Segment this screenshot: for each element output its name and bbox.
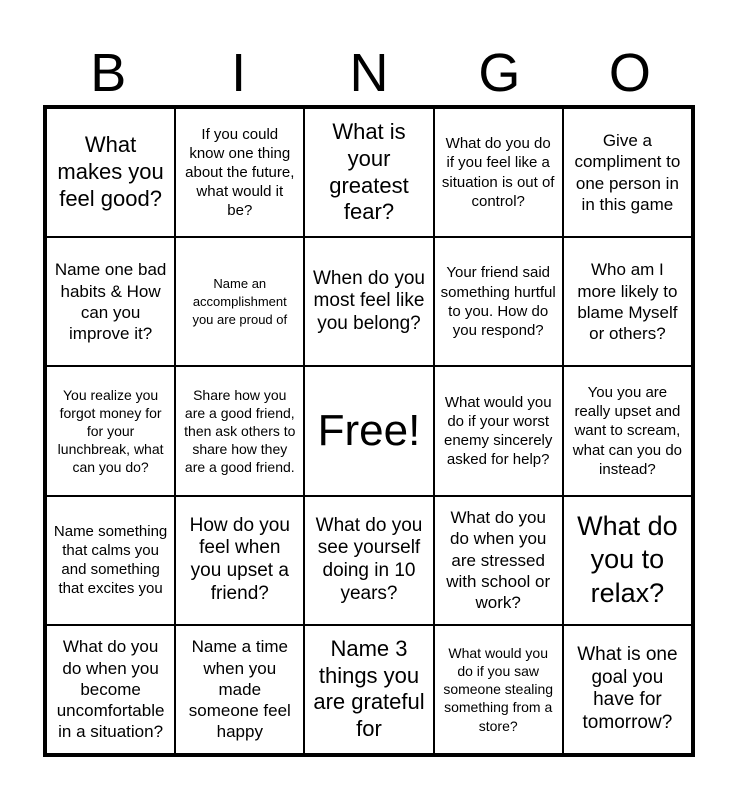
bingo-cell[interactable]: What do you to relax? <box>563 496 692 625</box>
header-letter-b: B <box>90 43 127 103</box>
bingo-cell[interactable]: How do you feel when you upset a friend? <box>175 496 304 625</box>
bingo-cell[interactable]: What do you do when you become uncomfortable in a situation? <box>46 625 175 754</box>
free-space-cell[interactable]: Free! <box>304 366 433 495</box>
bingo-header <box>43 42 695 104</box>
bingo-cell[interactable]: You you are really upset and want to scream, what can you do instead? <box>563 366 692 495</box>
bingo-cell[interactable]: What would you do if your worst enemy sincerely asked for help? <box>434 366 563 495</box>
bingo-cell[interactable]: Name 3 things you are grateful for <box>304 625 433 754</box>
bingo-cell[interactable]: Name an accomplishment you are proud of <box>175 237 304 366</box>
bingo-cell[interactable]: What is your greatest fear? <box>304 108 433 237</box>
bingo-cell[interactable]: Give a compliment to one person in in this game <box>563 108 692 237</box>
bingo-cell[interactable]: What do you see yourself doing in 10 years? <box>304 496 433 625</box>
bingo-cell[interactable]: What is one goal you have for tomorrow? <box>563 625 692 754</box>
header-letter-n: N <box>349 43 389 103</box>
bingo-cell[interactable]: Your friend said something hurtful to you. How do you respond? <box>434 237 563 366</box>
bingo-cell[interactable]: If you could know one thing about the future, what would it be? <box>175 108 304 237</box>
bingo-board <box>43 105 695 757</box>
bingo-cell[interactable]: What would you do if you saw someone stealing something from a store? <box>434 625 563 754</box>
bingo-cell[interactable]: What do you do when you are stressed with school or work? <box>434 496 563 625</box>
header-letter-o: O <box>608 43 651 103</box>
bingo-cell[interactable]: When do you most feel like you belong? <box>304 237 433 366</box>
bingo-cell[interactable]: Name one bad habits & How can you improve it? <box>46 237 175 366</box>
header-letter-g: G <box>478 43 521 103</box>
header-letter-i: I <box>231 43 247 103</box>
bingo-cell[interactable]: Name something that calms you and something that excites you <box>46 496 175 625</box>
bingo-cell[interactable]: What do you do if you feel like a situation is out of control? <box>434 108 563 237</box>
bingo-cell[interactable]: What makes you feel good? <box>46 108 175 237</box>
bingo-cell[interactable]: Name a time when you made someone feel happy <box>175 625 304 754</box>
bingo-cell[interactable]: Who am I more likely to blame Myself or others? <box>563 237 692 366</box>
bingo-cell[interactable]: Share how you are a good friend, then ask others to share how they are a good friend. <box>175 366 304 495</box>
bingo-cell[interactable]: You realize you forgot money for for your lunchbreak, what can you do? <box>46 366 175 495</box>
